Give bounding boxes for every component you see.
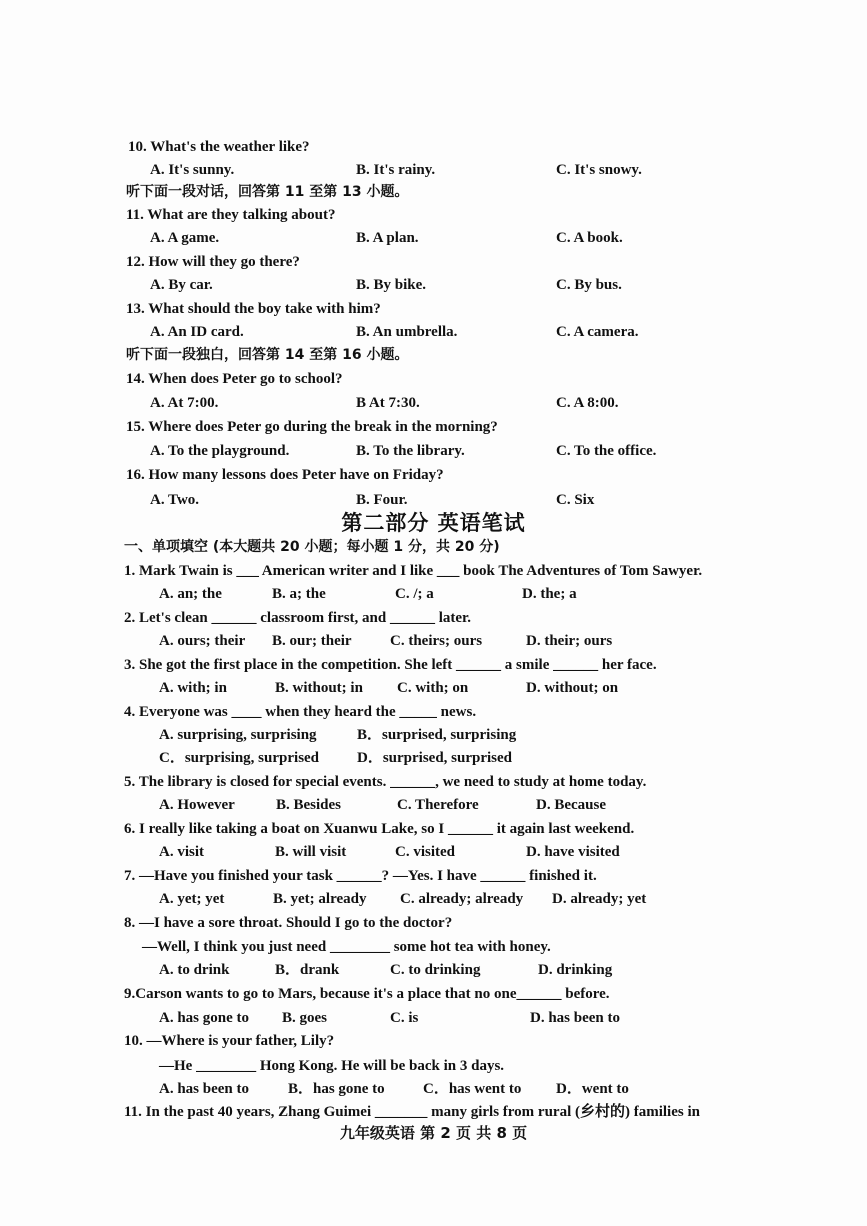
options-line [0,274,867,296]
question-stem-continued: —He ________ Hong Kong. He will be back in 3 days. [159,1058,505,1074]
option-b: B. Four. [356,492,408,508]
option-a: A. Two. [150,492,200,508]
option-d: D. their; ours [526,633,613,649]
option-a: A. visit [159,844,204,860]
options-line [0,630,867,652]
option-c: C. Six [556,492,595,508]
options-line [0,794,867,816]
option-b: B．surprised, surprising [357,727,517,743]
question-stem-continued: —Well, I think you just need ________ some hot tea with honey. [142,939,551,955]
question-line [0,912,867,934]
option-b: B. Besides [276,797,342,813]
section-heading-line [0,536,867,558]
option-a: A. To the playground. [150,443,290,459]
options-line [0,747,867,769]
question-line [0,298,867,320]
options-line [0,440,867,462]
option-b: B At 7:30. [356,395,420,411]
options-line [0,1007,867,1029]
page-footer: 九年级英语 第 2 页 共 8 页 [339,1124,528,1142]
options-line [0,321,867,343]
option-a: A. yet; yet [159,891,225,907]
question-line [0,936,867,958]
option-d: D. have visited [526,844,620,860]
option-d: D. has been to [530,1010,621,1026]
question-line [0,136,867,158]
question-line [0,368,867,390]
option-b: B. yet; already [273,891,367,907]
question-stem: 9.Carson wants to go to Mars, because it's a place that no one______ before. [124,986,610,1002]
option-b: B. An umbrella. [356,324,458,340]
question-stem: 11. In the past 40 years, Zhang Guimei _______ many girls from rural (乡村的) families in [124,1104,700,1120]
question-line [0,607,867,629]
options-line [0,392,867,414]
option-d: D．went to [556,1081,629,1097]
option-b: B. To the library. [356,443,465,459]
option-c: C. visited [395,844,455,860]
options-line [0,888,867,910]
question-line [0,1030,867,1052]
option-b: B. our; their [272,633,352,649]
options-line [0,227,867,249]
option-c: C. It's snowy. [556,162,642,178]
question-line [0,560,867,582]
question-line [0,1101,867,1123]
question-stem: 8. —I have a sore throat. Should I go to the doctor? [124,915,453,931]
question-stem: 14. When does Peter go to school? [126,371,343,387]
question-line [0,818,867,840]
question-stem: 10. What's the weather like? [128,139,310,155]
question-line [0,416,867,438]
option-a: A. ours; their [159,633,246,649]
option-c: C. is [390,1010,419,1026]
question-stem: 1. Mark Twain is ___ American writer and I like ___ book The Adventures of Tom Sawyer. [124,563,703,579]
option-c: C. To the office. [556,443,657,459]
option-b: B．has gone to [288,1081,385,1097]
option-c: C. By bus. [556,277,622,293]
question-stem: 10. —Where is your father, Lily? [124,1033,335,1049]
option-c: C．has went to [423,1081,522,1097]
options-line [0,159,867,181]
question-line [0,204,867,226]
option-b: B. A plan. [356,230,419,246]
option-a: A. An ID card. [150,324,244,340]
option-a: A. with; in [159,680,227,696]
question-line [0,771,867,793]
listening-instruction: 听下面一段独白，回答第 14 至第 16 小题。 [126,347,409,363]
options-line [0,677,867,699]
options-line [0,583,867,605]
question-stem: 11. What are they talking about? [126,207,336,223]
option-a: A. an; the [159,586,222,602]
question-stem: 4. Everyone was ____ when they heard the _____ news. [124,704,477,720]
option-d: D. drinking [538,962,613,978]
option-a: A. A game. [150,230,220,246]
option-a: A. At 7:00. [150,395,219,411]
question-stem: 3. She got the first place in the competition. She left ______ a smile ______ her face. [124,657,657,673]
option-a: A. It's sunny. [150,162,235,178]
question-stem: 6. I really like taking a boat on Xuanwu Lake, so I ______ it again last weekend. [124,821,635,837]
option-c: C. /; a [395,586,434,602]
option-c: C. to drinking [390,962,481,978]
question-stem: 16. How many lessons does Peter have on Friday? [126,467,444,483]
option-b: B. without; in [275,680,363,696]
options-line [0,724,867,746]
question-stem: 15. Where does Peter go during the break in the morning? [126,419,498,435]
option-b: B．drank [275,962,340,978]
option-a: A. By car. [150,277,213,293]
option-c: C. Therefore [397,797,479,813]
option-c: C. A 8:00. [556,395,619,411]
option-c: C. A book. [556,230,623,246]
question-line [0,865,867,887]
question-line [0,701,867,723]
question-line [0,1055,867,1077]
question-stem: 2. Let's clean ______ classroom first, and ______ later. [124,610,472,626]
section-title: 一、单项填空 (本大题共 20 小题；每小题 1 分，共 20 分) [124,539,500,555]
option-d: D．surprised, surprised [357,750,513,766]
options-line [0,841,867,863]
option-c: C. with; on [397,680,469,696]
option-b: B. a; the [272,586,326,602]
option-b: B. will visit [275,844,347,860]
part-title: 第二部分 英语笔试 [341,511,526,535]
option-c: C．surprising, surprised [159,750,320,766]
question-line [0,983,867,1005]
option-d: D. without; on [526,680,619,696]
option-c: C. A camera. [556,324,639,340]
option-b: B. It's rainy. [356,162,436,178]
options-line [0,959,867,981]
listening-instruction: 听下面一段对话，回答第 11 至第 13 小题。 [126,184,409,200]
option-b: B. goes [282,1010,327,1026]
question-line [0,251,867,273]
option-a: A. However [159,797,235,813]
question-stem: 5. The library is closed for special events. ______, we need to study at home today. [124,774,647,790]
question-line [0,654,867,676]
question-stem: 12. How will they go there? [126,254,300,270]
option-a: A. has been to [159,1081,250,1097]
options-line [0,1078,867,1100]
question-stem: 13. What should the boy take with him? [126,301,381,317]
option-a: A. surprising, surprising [159,727,317,743]
question-stem: 7. —Have you finished your task ______? —Yes. I have ______ finished it. [124,868,597,884]
option-b: B. By bike. [356,277,427,293]
instruction-line [0,344,867,366]
option-d: D. the; a [522,586,577,602]
option-c: C. theirs; ours [390,633,483,649]
option-c: C. already; already [400,891,524,907]
option-d: D. already; yet [552,891,647,907]
question-line [0,464,867,486]
option-d: D. Because [536,797,606,813]
option-a: A. to drink [159,962,230,978]
option-a: A. has gone to [159,1010,250,1026]
instruction-line [0,181,867,203]
